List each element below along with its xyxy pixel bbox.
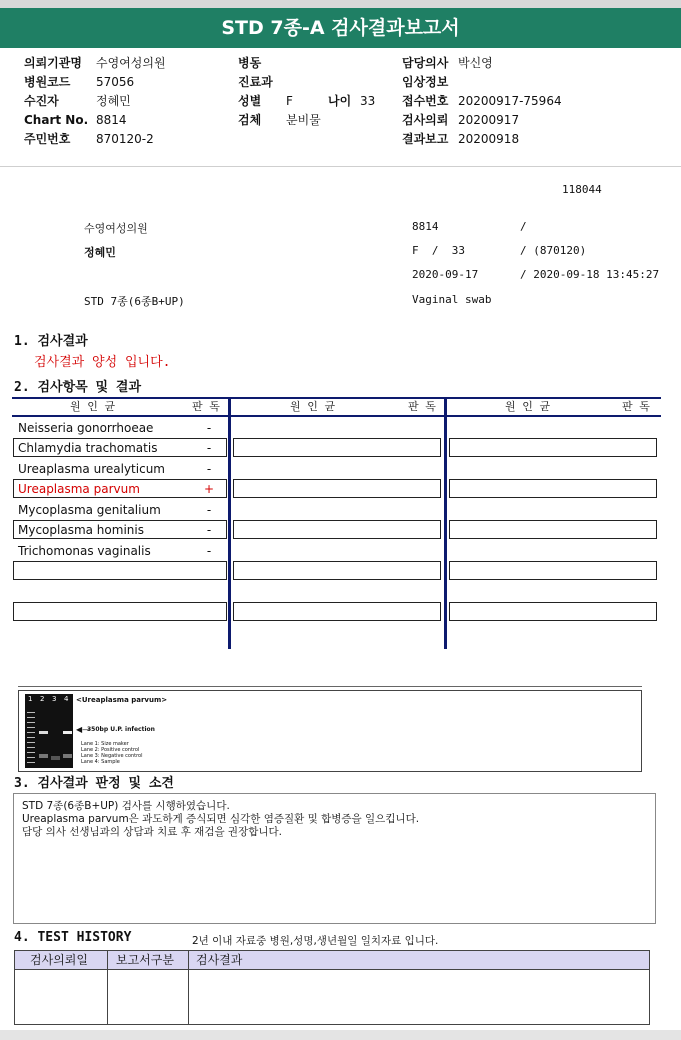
result-row-6-judge: - bbox=[206, 544, 212, 558]
history-header bbox=[14, 950, 650, 970]
pb-sex-age: F / 33 bbox=[412, 244, 465, 257]
result-row-0-judge: - bbox=[206, 421, 212, 435]
section3-title: 3. 검사결과 판정 및 소견 bbox=[14, 776, 174, 791]
pb-test: STD 7종(6종B+UP) bbox=[84, 295, 185, 308]
history-col-result: 검사결과 bbox=[196, 953, 243, 967]
gel-primer-dimer-4 bbox=[63, 754, 72, 758]
label-clinic: 의뢰기관명 bbox=[24, 56, 82, 70]
label-patient: 수진자 bbox=[24, 94, 59, 108]
value-resident-no: 870120-2 bbox=[96, 132, 154, 146]
section1-title: 1. 검사결과 bbox=[14, 334, 88, 349]
gel-title: <Ureaplasma parvum> bbox=[76, 696, 168, 704]
label-chart: Chart No. bbox=[24, 113, 89, 127]
value-specimen: 분비물 bbox=[286, 113, 321, 127]
gel-legend-3: Lane 3: Negative control bbox=[81, 753, 143, 759]
history-col-line-2 bbox=[188, 950, 189, 1025]
header-divider bbox=[0, 166, 681, 167]
findings-box bbox=[13, 793, 656, 924]
finding-line-3: 담당 의사 선생님과의 상담과 치료 후 재검을 권장합니다. bbox=[22, 826, 282, 838]
col-head-pathogen-3: 원 인 균 bbox=[505, 400, 551, 413]
history-body bbox=[14, 969, 650, 1025]
gel-arrow-icon: ◀— bbox=[76, 725, 91, 734]
col2-row-1 bbox=[233, 438, 441, 457]
col3-row-9 bbox=[449, 602, 657, 621]
gel-primer-dimer-3 bbox=[51, 756, 60, 760]
section4-title: 4. TEST HISTORY bbox=[14, 930, 132, 945]
label-specimen: 검체 bbox=[238, 113, 262, 127]
finding-line-1: STD 7종(6종B+UP) 검사를 시행하였습니다. bbox=[22, 800, 230, 812]
header-info bbox=[0, 54, 681, 154]
label-department: 진료과 bbox=[238, 75, 273, 89]
label-clinical-info: 임상정보 bbox=[402, 75, 449, 89]
report-title: STD 7종-A 검사결과보고서 bbox=[0, 8, 681, 48]
gel-ladder bbox=[27, 708, 35, 764]
bottom-strip bbox=[0, 1030, 681, 1040]
gel-arrow-label: 350bp U.P. infection bbox=[87, 726, 155, 733]
col-head-judge-2: 판 독 bbox=[408, 400, 436, 413]
gel-lane-label-4: 4 bbox=[64, 695, 69, 703]
result-row-0-name: Neisseria gonorrhoeae bbox=[18, 421, 154, 435]
gel-lane-label-1: 1 bbox=[28, 695, 33, 703]
col3-row-1 bbox=[449, 438, 657, 457]
result-row-4-judge: - bbox=[206, 503, 212, 517]
pb-birth: / (870120) bbox=[520, 244, 587, 257]
col-divider-1 bbox=[228, 397, 231, 649]
result-row-6-name: Trichomonas vaginalis bbox=[18, 544, 151, 558]
pb-specimen: Vaginal swab bbox=[412, 293, 492, 306]
result-row-1-name: Chlamydia trachomatis bbox=[18, 441, 158, 455]
gel-lane-label-2: 2 bbox=[40, 695, 45, 703]
gel-lane-label-3: 3 bbox=[52, 695, 57, 703]
value-report: 20200918 bbox=[458, 132, 520, 146]
table-header-line bbox=[12, 415, 661, 417]
gel-band-sample bbox=[63, 731, 72, 734]
gel-divider bbox=[18, 686, 642, 687]
finding-line-2: Ureaplasma parvum은 과도하게 증식되면 심각한 염증질환 및 합병증을 일으킵니다. bbox=[22, 813, 420, 825]
value-age: 33 bbox=[360, 94, 376, 108]
col2-row-7 bbox=[233, 561, 441, 580]
pb-name: 정혜민 bbox=[84, 246, 116, 259]
pb-request-date: 2020-09-17 bbox=[412, 268, 479, 281]
gel-legend-1: Lane 1: Size maker bbox=[81, 741, 129, 747]
col-head-pathogen-1: 원 인 균 bbox=[70, 400, 116, 413]
gel-legend-4: Lane 4: Sample bbox=[81, 759, 120, 765]
report-id: 118044 bbox=[562, 183, 602, 196]
label-doctor: 담당의사 bbox=[402, 56, 449, 70]
history-col-line-1 bbox=[107, 950, 108, 1025]
result-row-empty-1 bbox=[13, 561, 227, 580]
col-head-pathogen-2: 원 인 균 bbox=[290, 400, 336, 413]
result-row-2-name: Ureaplasma urealyticum bbox=[18, 462, 165, 476]
result-row-2-judge: - bbox=[206, 462, 212, 476]
pb-chart-sep: / bbox=[520, 220, 527, 233]
gel-primer-dimer-2 bbox=[39, 754, 48, 758]
pb-report-datetime: / 2020-09-18 13:45:27 bbox=[520, 268, 660, 281]
col3-row-7 bbox=[449, 561, 657, 580]
pb-clinic: 수영여성의원 bbox=[84, 222, 148, 235]
history-col-report-type: 보고서구분 bbox=[116, 953, 174, 967]
col-divider-2 bbox=[444, 397, 447, 649]
gel-panel bbox=[18, 690, 642, 772]
value-sex: F bbox=[286, 94, 293, 108]
gel-band-positive bbox=[39, 731, 48, 734]
result-row-empty-2 bbox=[13, 602, 227, 621]
result-row-5-name: Mycoplasma hominis bbox=[18, 523, 144, 537]
result-row-4-name: Mycoplasma genitalium bbox=[18, 503, 161, 517]
col2-row-3 bbox=[233, 479, 441, 498]
col2-row-9 bbox=[233, 602, 441, 621]
label-resident-no: 주민번호 bbox=[24, 132, 71, 146]
value-clinic: 수영여성의원 bbox=[96, 56, 166, 70]
label-report: 결과보고 bbox=[402, 132, 449, 146]
result-row-3-name: Ureaplasma parvum bbox=[18, 482, 140, 496]
col-head-judge-3: 판 독 bbox=[622, 400, 650, 413]
value-patient: 정혜민 bbox=[96, 94, 131, 108]
value-hospital-code: 57056 bbox=[96, 75, 135, 89]
label-request: 검사의뢰 bbox=[402, 113, 449, 127]
col3-row-5 bbox=[449, 520, 657, 539]
value-doctor: 박신영 bbox=[458, 56, 493, 70]
gel-image bbox=[25, 694, 73, 768]
result-row-1-judge: - bbox=[206, 441, 212, 455]
pb-chart: 8814 bbox=[412, 220, 439, 233]
gel-legend-2: Lane 2: Positive control bbox=[81, 747, 140, 753]
top-strip bbox=[0, 0, 681, 8]
col2-row-5 bbox=[233, 520, 441, 539]
history-note: 2년 이내 자료중 병원,성명,생년월일 일치자료 입니다. bbox=[192, 935, 439, 947]
value-chart: 8814 bbox=[96, 113, 127, 127]
col3-row-3 bbox=[449, 479, 657, 498]
label-ward: 병동 bbox=[238, 56, 262, 70]
history-col-request-date: 검사의뢰일 bbox=[30, 953, 88, 967]
result-row-3-judge: + bbox=[203, 482, 215, 496]
col-head-judge-1: 판 독 bbox=[192, 400, 220, 413]
result-row-5-judge: - bbox=[206, 523, 212, 537]
section2-title: 2. 검사항목 및 결과 bbox=[14, 380, 142, 395]
positive-message: 검사결과 양성 입니다. bbox=[34, 355, 171, 370]
label-sex: 성별 bbox=[238, 94, 262, 108]
label-receipt-no: 접수번호 bbox=[402, 94, 449, 108]
value-request: 20200917 bbox=[458, 113, 520, 127]
label-hospital-code: 병원코드 bbox=[24, 75, 71, 89]
label-age: 나이 bbox=[328, 94, 352, 108]
value-receipt-no: 20200917-75964 bbox=[458, 94, 562, 108]
